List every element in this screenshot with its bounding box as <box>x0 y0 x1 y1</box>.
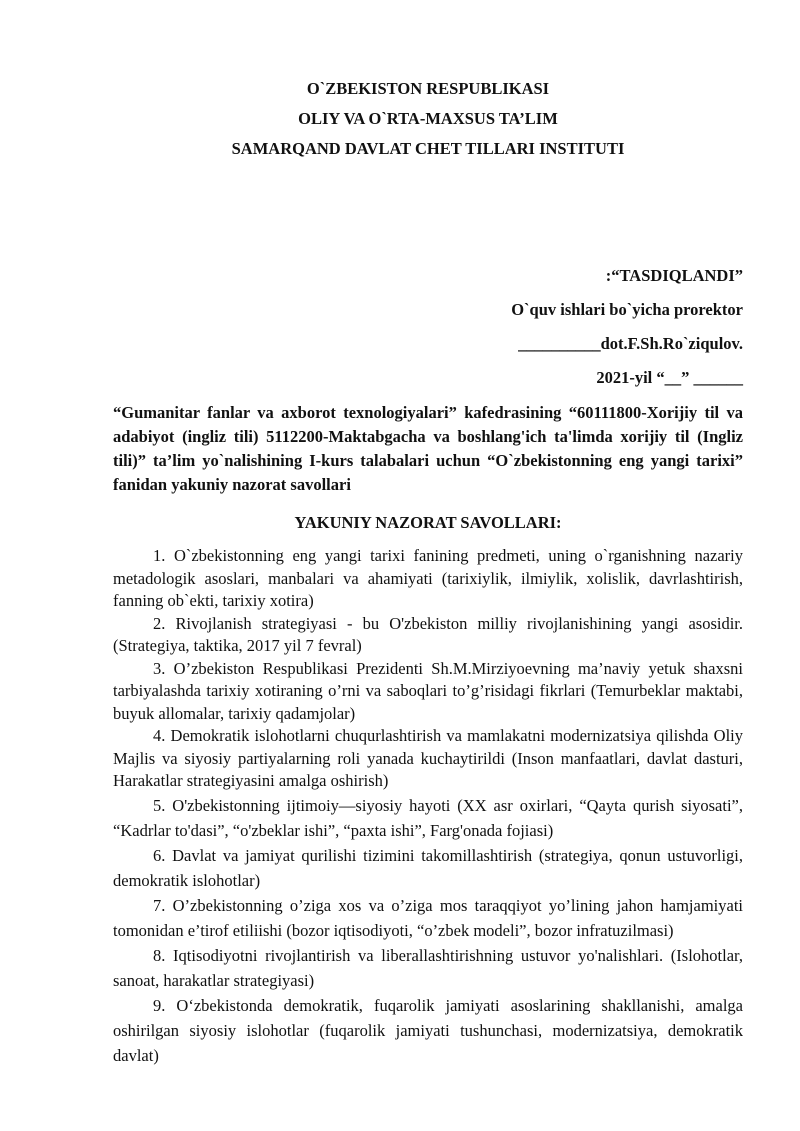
question-item: 8. Iqtisodiyotni rivojlantirish va liberallashtirishning ustuvor yo'nalishlari. (Islohotlar, sanoat, harakatlar strategiyasi) <box>113 945 743 990</box>
approval-stamp: :“TASDIQLANDI” <box>605 266 743 285</box>
document-page <box>113 74 743 1068</box>
question-item: 7. O’zbekistonning o’ziga xos va o’ziga mos taraqqiyot yo’lining jahon hamjamiyati tomonidan e’tirof etiliishi (bozor iqtisodiyoti, “o’zbek modeli”, bozor infratuzilmasi) <box>113 895 743 940</box>
document-title: “Gumanitar fanlar va axborot texnologiyalari” kafedrasining “60111800-Xorijiy til va adabiyot (ingliz tili) 5112200-Maktabgacha va boshlang'ich ta'limda xorijiy til (Ingliz tili)” ta’lim yo`nalishining I-kurs talabalari uchun “O`zbekistonning eng yangi tarixi” fanidan yakuniy nazorat savollari <box>113 403 743 494</box>
question-item: 1. O`zbekistonning eng yangi tarixi fanining predmeti, uning o`rganishning nazariy metadologik asoslari, manbalari va ahamiyati (tarixiylik, ilmiylik, xolislik, davrlashtirish, fanning ob`ekti, tarixiy xotira) <box>113 546 743 610</box>
question-item: 9. O‘zbekistonda demokratik, fuqarolik jamiyati asoslarining shakllanishi, amalga oshirilgan siyosiy islohotlar (fuqarolik jamiyati tushunchasi, modernizatsiya, demokratik davlat) <box>113 995 743 1065</box>
approval-block <box>113 259 743 395</box>
approval-signature: __________dot.F.Sh.Ro`ziqulov. <box>518 334 743 353</box>
question-item: 4. Demokratik islohotlarni chuqurlashtirish va mamlakatni modernizatsiya qilishda Oliy Majlis va siyosiy partiyalarning roli yanada kuchaytirildi (Inson manfaatlari, davlat dasturi, Harakatlar strategiyasini amalga oshirish) <box>113 726 743 790</box>
approval-position: O`quv ishlari bo`yicha prorektor <box>511 300 743 319</box>
institution-header <box>113 74 743 164</box>
question-item: 6. Davlat va jamiyat qurilishi tizimini takomillashtirish (strategiya, qonun ustuvorligi, demokratik islohotlar) <box>113 845 743 890</box>
header-country: O`ZBEKISTON RESPUBLIKASI <box>306 79 550 98</box>
header-ministry: OLIY VA O`RTA-MAXSUS TA’LIM <box>298 109 558 128</box>
section-title: YAKUNIY NAZORAT SAVOLLARI: <box>294 513 562 532</box>
question-item: 3. O’zbekiston Respublikasi Prezidenti Sh.M.Mirziyoevning ma’naviy yetuk shaxsni tarbiyalashda tarixiy xotiraning o’rni va saboqlari to’g’risidagi fikrlari (Temurbeklar maktabi, buyuk allomalar, tarixiy qadamjolar) <box>113 658 743 723</box>
header-institute: SAMARQAND DAVLAT CHET TILLARI INSTITUTI <box>231 139 625 158</box>
approval-date: 2021-yil “__” ______ <box>596 368 743 387</box>
question-item: 2. Rivojlanish strategiyasi - bu O'zbekiston milliy rivojlanishining yangi asosidir. (Strategiya, taktika, 2017 yil 7 fevral) <box>113 613 743 655</box>
questions-list <box>113 545 743 1068</box>
question-item: 5. O'zbekistonning ijtimoiy—siyosiy hayoti (XX asr oxirlari, “Qayta qurish siyosati”, “Kadrlar to'dasi”, “o'zbeklar ishi”, “paxta ishi”, Farg'onada fojiasi) <box>113 795 743 840</box>
